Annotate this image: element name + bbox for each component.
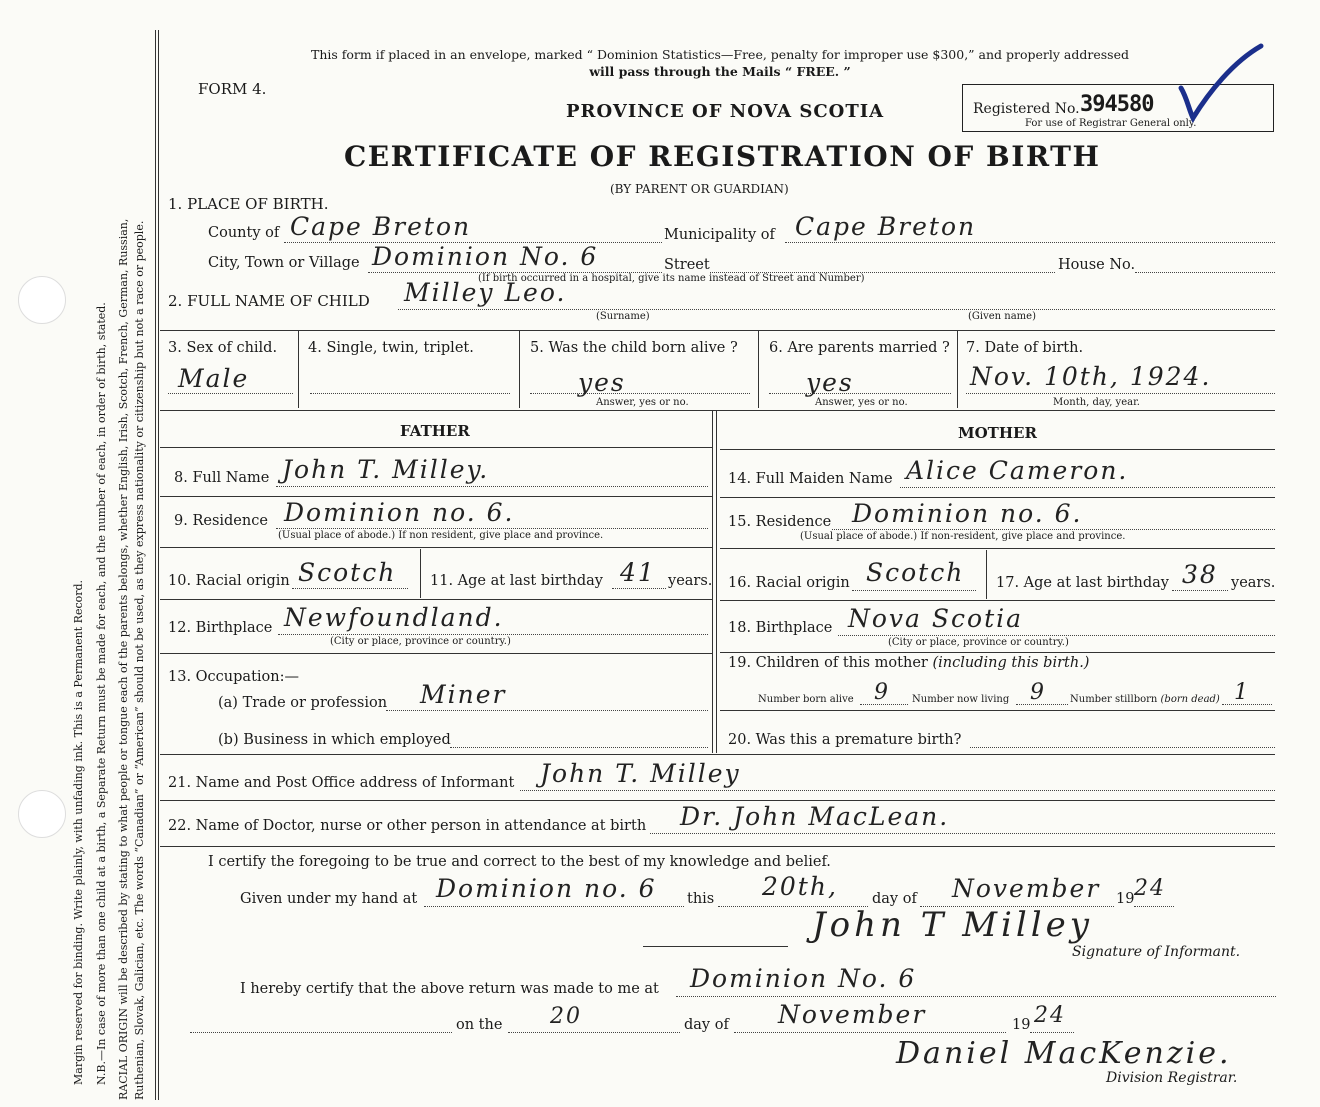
rule-father-10: [160, 599, 712, 600]
date-of-birth-line: [966, 393, 1275, 394]
mother-birthplace-line: [838, 635, 1275, 636]
certify-statement: I certify the foregoing to be true and correct to the best of my knowledge and belief.: [208, 854, 831, 870]
postal-notice: [240, 46, 1200, 80]
born-alive-count: 9: [874, 680, 890, 705]
father-age-label: 11. Age at last birthday: [430, 573, 603, 589]
parents-married-answer-note: Answer, yes or no.: [815, 397, 908, 408]
given-place-line: [424, 906, 684, 907]
father-residence-line: [276, 528, 708, 529]
mother-residence-value: Dominion no. 6.: [852, 499, 1083, 528]
punch-hole-bottom: [18, 790, 66, 838]
hereby-place-line: [676, 996, 1276, 997]
given-place-value: Dominion no. 6: [436, 874, 657, 903]
father-birthplace-label: 12. Birthplace: [168, 620, 273, 636]
child-name-value: Milley Leo.: [404, 278, 567, 307]
premature-label: 20. Was this a premature birth?: [728, 732, 962, 748]
divider-16-17: [986, 550, 987, 599]
this-label: this: [687, 891, 715, 907]
sex-label: 3. Sex of child.: [168, 340, 278, 356]
plurality-label: 4. Single, twin, triplet.: [308, 340, 474, 356]
born-alive-value: yes: [578, 368, 626, 397]
trade-line: [386, 710, 708, 711]
registered-label: Registered No.: [973, 101, 1080, 117]
reg-year-value: 24: [1034, 1003, 1066, 1028]
informant-line: [520, 790, 1275, 791]
doctor-value: Dr. John MacLean.: [680, 802, 950, 831]
house-no-line: [1135, 272, 1275, 273]
born-alive-count-label: Number born alive: [758, 694, 854, 705]
reg-day-of-label: day of: [684, 1017, 729, 1033]
reg-year-prefix: 19: [1012, 1017, 1031, 1033]
sex-line: [168, 393, 293, 394]
father-name-line: [276, 486, 708, 487]
given-label: Given under my hand at: [240, 891, 418, 907]
informant-label: 21. Name and Post Office address of Informant: [168, 775, 515, 791]
father-racial-label: 10. Racial origin: [168, 573, 290, 589]
city-label: City, Town or Village: [208, 255, 360, 271]
rule-under-headings-left: [160, 447, 712, 448]
trade-value: Miner: [420, 680, 507, 709]
doctor-label: 22. Name of Doctor, nurse or other person in attendance at birth: [168, 818, 647, 834]
reg-day-value: 20: [550, 1004, 582, 1029]
now-living-count: 9: [1030, 680, 1046, 705]
father-birthplace-value: Newfoundland.: [284, 603, 504, 632]
mother-age-line: [1172, 590, 1228, 591]
stillborn-label-note: (born dead): [1160, 694, 1220, 705]
divider-5-6: [758, 330, 759, 408]
father-racial-line: [292, 588, 408, 589]
signature-line: [643, 946, 788, 947]
parents-married-value: yes: [806, 368, 854, 397]
rule-mother-19: [720, 710, 1275, 711]
mother-name-value: Alice Cameron.: [906, 456, 1129, 485]
province-title: PROVINCE OF NOVA SCOTIA: [566, 101, 885, 122]
father-age-line: [612, 588, 666, 589]
occupation-label: 13. Occupation:—: [168, 669, 299, 685]
parents-divider-2: [716, 410, 717, 753]
born-alive-label: 5. Was the child born alive ?: [530, 340, 738, 356]
county-label: County of: [208, 225, 280, 241]
rule-parents-top: [160, 410, 1275, 411]
father-years-label: years.: [668, 573, 713, 589]
child-name-label: 2. FULL NAME OF CHILD: [168, 292, 370, 310]
mother-birthplace-label: 18. Birthplace: [728, 620, 833, 636]
given-year-prefix: 19: [1116, 891, 1135, 907]
father-age-value: 41: [620, 558, 656, 587]
date-of-birth-label: 7. Date of birth.: [966, 340, 1084, 356]
hereby-label: I hereby certify that the above return was made to me at: [240, 981, 659, 997]
stillborn-count: 1: [1234, 680, 1250, 705]
rule-mother-14: [720, 497, 1275, 498]
rule-father-9: [160, 547, 712, 548]
margin-note-3: RACIAL ORIGIN will be described by stating to what people or tongue each of the parents belongs, whether English, Irish, Scotch, French, German, Russian,: [117, 218, 130, 1100]
divider-6-7: [957, 330, 958, 408]
born-alive-answer-note: Answer, yes or no.: [596, 397, 689, 408]
day-of-label: day of: [872, 891, 917, 907]
rule-row22-top: [160, 800, 1275, 801]
mother-birthplace-value: Nova Scotia: [848, 604, 1024, 633]
given-month-value: November: [952, 874, 1101, 903]
given-year-line: [1134, 906, 1174, 907]
rule-mother-18: [720, 652, 1275, 653]
margin-note-2: N.B.—In case of more than one child at a birth, a Separate Return must be made for each, and the number of each, in order of birth, stated.: [95, 302, 108, 1085]
stillborn-label-text: Number stillborn: [1070, 694, 1158, 705]
children-label-text: 19. Children of this mother: [728, 655, 928, 671]
margin-note-4: Ruthenian, Slovak, Galician, etc. The words “Canadian” or “American” should not be used, as they express nationality or citizenship but not a race or people.: [133, 220, 146, 1100]
reg-day-line: [508, 1032, 680, 1033]
surname-note: (Surname): [596, 311, 650, 322]
given-year-value: 24: [1134, 876, 1166, 901]
mother-residence-label: 15. Residence: [728, 514, 832, 530]
father-name-value: John T. Milley.: [282, 455, 490, 484]
rule-row3-top: [160, 330, 1275, 331]
date-of-birth-value: Nov. 10th, 1924.: [970, 362, 1212, 391]
county-value: Cape Breton: [290, 212, 472, 241]
informant-signature: John T Milley: [812, 905, 1093, 945]
mother-years-label: years.: [1231, 575, 1276, 591]
father-name-label: 8. Full Name: [174, 470, 270, 486]
father-racial-value: Scotch: [298, 558, 397, 587]
house-no-label: House No.: [1058, 257, 1136, 273]
rule-mother-15: [720, 548, 1275, 549]
checkmark-icon: [1175, 40, 1270, 125]
margin-note-1: Margin reserved for binding. Write plainly, with unfading ink. This is a Permanent Record.: [72, 579, 85, 1085]
parents-married-label: 6. Are parents married ?: [769, 340, 950, 356]
postal-notice-line1: This form if placed in an envelope, marked “ Dominion Statistics—Free, penalty for improper use $300,” and properly addressed: [310, 47, 1129, 62]
doctor-line: [650, 833, 1275, 834]
rule-under-headings-right: [720, 449, 1275, 450]
premature-line: [970, 747, 1275, 748]
rule-father-12: [160, 653, 712, 654]
divider-10-11: [420, 549, 421, 598]
father-residence-value: Dominion no. 6.: [284, 498, 515, 527]
trade-label: (a) Trade or profession: [218, 695, 388, 711]
father-residence-label: 9. Residence: [174, 513, 268, 529]
father-residence-note: (Usual place of abode.) If non resident, give place and province.: [278, 530, 604, 541]
registration-lead-line: [190, 1032, 452, 1033]
postal-notice-line2: will pass through the Mails “ FREE. ”: [589, 64, 851, 79]
municipality-value: Cape Breton: [795, 212, 977, 241]
stillborn-label: [1070, 694, 1220, 705]
children-label-note: (including this birth.): [932, 655, 1090, 671]
rule-row21-top: [160, 754, 1275, 755]
mother-racial-label: 16. Racial origin: [728, 575, 850, 591]
mother-heading: MOTHER: [958, 424, 1037, 442]
business-label: (b) Business in which employed: [218, 732, 451, 748]
mother-racial-line: [852, 590, 976, 591]
father-heading: FATHER: [400, 422, 470, 440]
parents-married-line: [769, 393, 951, 394]
binding-margin-rule: [155, 30, 156, 1100]
mother-racial-value: Scotch: [866, 558, 965, 587]
on-the-label: on the: [456, 1017, 503, 1033]
mother-birthplace-note: (City or place, province or country.): [888, 637, 1069, 648]
rule-father-8: [160, 496, 712, 497]
rule-certify-top: [160, 846, 1275, 847]
mother-age-label: 17. Age at last birthday: [996, 575, 1169, 591]
form-left-rule: [158, 30, 159, 1100]
mother-residence-line: [832, 529, 1275, 530]
certificate-title: CERTIFICATE OF REGISTRATION OF BIRTH: [344, 140, 1101, 173]
date-of-birth-note: Month, day, year.: [1053, 397, 1140, 408]
certificate-subtitle: (BY PARENT OR GUARDIAN): [610, 182, 789, 196]
mother-residence-note: (Usual place of abode.) If non-resident, give place and province.: [800, 531, 1126, 542]
children-label: [728, 655, 1089, 671]
registered-number: 394580: [1080, 92, 1154, 117]
child-name-line: [398, 309, 1275, 310]
place-of-birth-label: 1. PLACE OF BIRTH.: [168, 195, 329, 213]
city-value: Dominion No. 6: [372, 242, 599, 271]
born-alive-line: [530, 393, 750, 394]
mother-name-line: [900, 487, 1275, 488]
street-label: Street: [664, 257, 710, 273]
form-number: FORM 4.: [198, 80, 267, 98]
mother-age-value: 38: [1182, 560, 1218, 589]
reg-year-line: [1030, 1032, 1074, 1033]
hospital-note: (If birth occurred in a hospital, give its name instead of Street and Number): [478, 273, 865, 284]
reg-month-value: November: [778, 1000, 927, 1029]
registrar-label: Division Registrar.: [1106, 1070, 1238, 1086]
hereby-place-value: Dominion No. 6: [690, 964, 917, 993]
informant-value: John T. Milley: [540, 759, 741, 788]
registrar-signature: Daniel MacKenzie.: [896, 1036, 1232, 1071]
registrar-use-note: For use of Registrar General only.: [1025, 118, 1197, 129]
divider-4-5: [519, 330, 520, 408]
punch-hole-top: [18, 276, 66, 324]
municipality-line: [785, 242, 1275, 243]
now-living-label: Number now living: [912, 694, 1010, 705]
plurality-line: [310, 393, 510, 394]
given-day-value: 20th,: [762, 872, 838, 901]
signature-label: Signature of Informant.: [1072, 944, 1241, 960]
rule-mother-16: [720, 600, 1275, 601]
municipality-label: Municipality of: [664, 227, 775, 243]
given-name-note: (Given name): [968, 311, 1036, 322]
divider-3-4: [298, 330, 299, 408]
business-line: [450, 747, 708, 748]
father-birthplace-note: (City or place, province or country.): [330, 636, 511, 647]
father-birthplace-line: [278, 634, 708, 635]
reg-month-line: [734, 1032, 1006, 1033]
sex-value: Male: [178, 364, 250, 393]
mother-name-label: 14. Full Maiden Name: [728, 471, 893, 487]
